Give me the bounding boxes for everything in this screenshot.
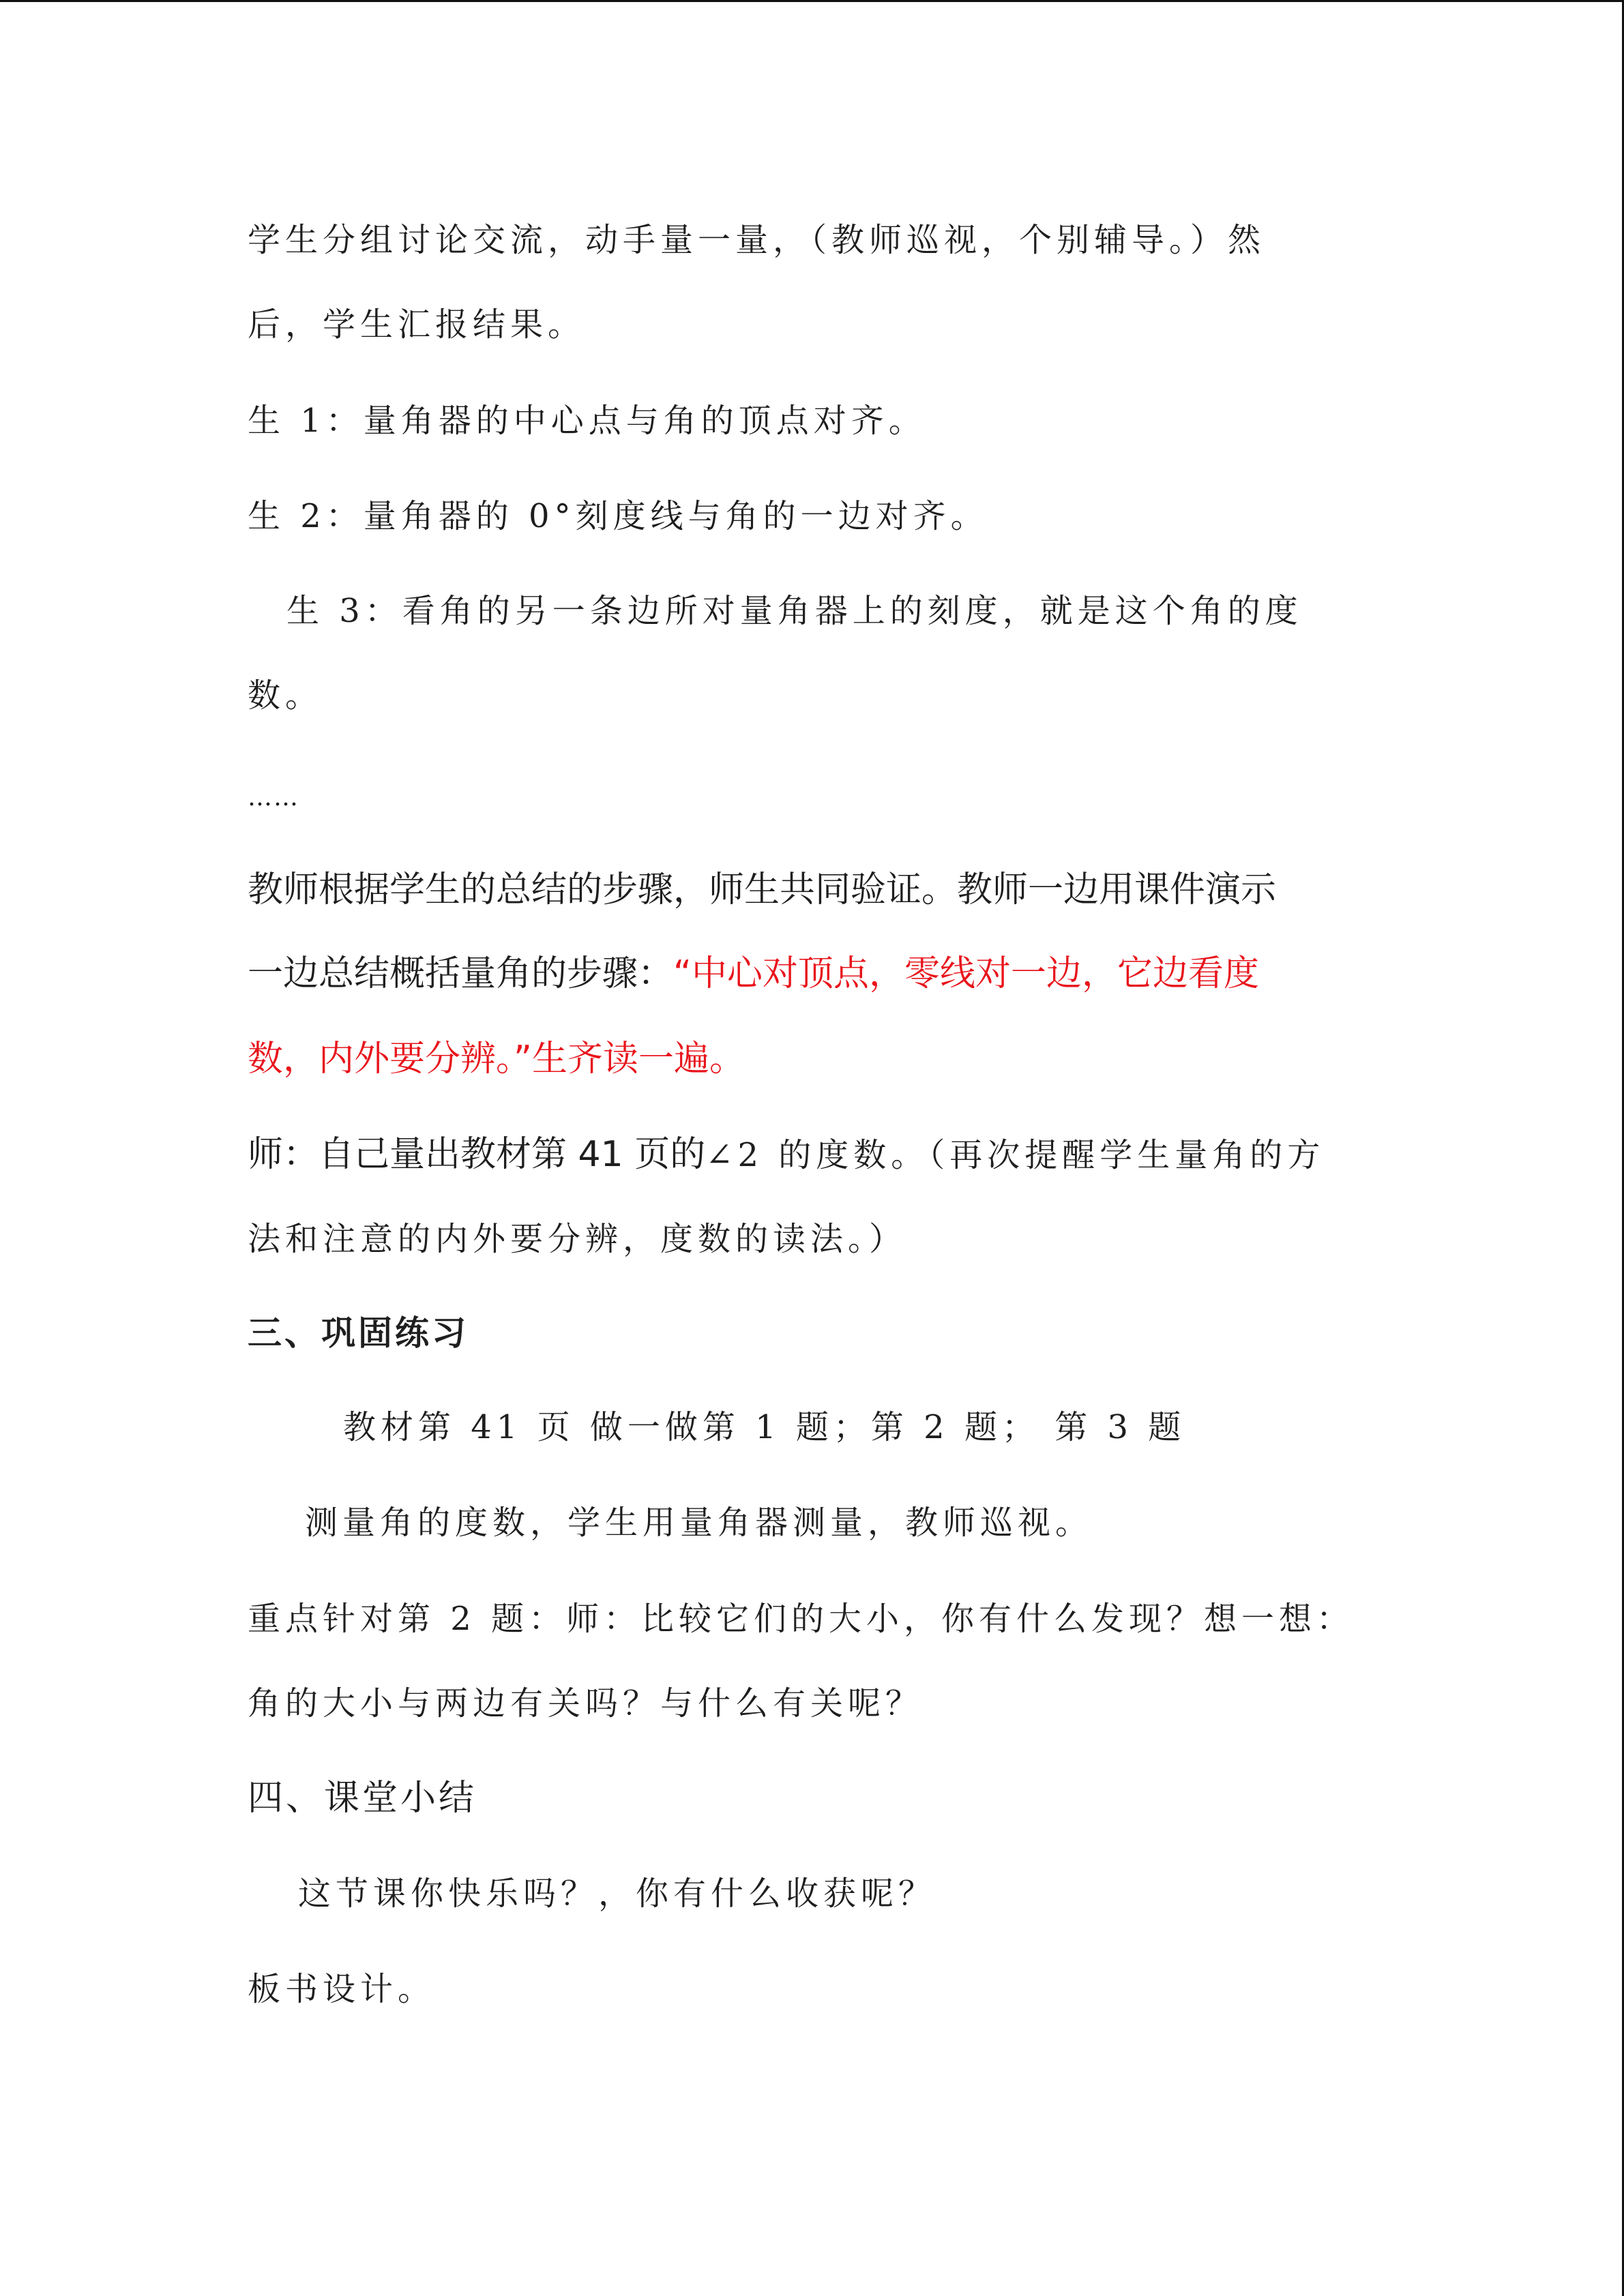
mnemonic-quote-part-2: 数，内外要分辨。”生齐读一遍。 [248, 1039, 745, 1079]
paragraph-verify-line-1: 教师根据学生的总结的步骤，师生共同验证。教师一边用课件演示 [248, 869, 1277, 910]
mnemonic-quote-part-1: “中心对顶点，零线对一边，它边看度 [673, 953, 1259, 994]
student-2-answer: 生 2：量角器的 0°刻度线与角的一边对齐。 [248, 497, 988, 535]
teacher-instruction-suffix: ∠2 的度数。（再次提醒学生量角的方 [705, 1136, 1325, 1174]
paragraph-verify-line-2 [248, 953, 1259, 994]
ellipsis: …… [248, 784, 299, 811]
section-heading-summary: 四、课堂小结 [248, 1778, 477, 1819]
board-design-note: 板书设计。 [248, 1970, 436, 2008]
student-1-answer: 生 1：量角器的中心点与角的顶点对齐。 [248, 402, 926, 440]
section-heading-practice: 三、巩固练习 [248, 1313, 469, 1353]
exercise-reference: 教材第 41 页 做一做第 1 题；第 2 题； 第 3 题 [343, 1408, 1186, 1446]
paragraph-group-discussion-line-2: 后，学生汇报结果。 [248, 305, 586, 344]
focus-question-line-2: 角的大小与两边有关吗？与什么有关呢？ [248, 1684, 924, 1723]
student-3-answer-line-2: 数。 [248, 676, 323, 715]
exercise-description: 测量角的度数，学生用量角器测量，教师巡视。 [305, 1504, 1093, 1542]
verify-steps-intro: 一边总结概括量角的步骤： [248, 953, 674, 994]
teacher-instruction-line-2: 法和注意的内外要分辨，度数的读法。） [248, 1220, 907, 1258]
summary-question: 这节课你快乐吗？，你有什么收获呢？ [298, 1875, 936, 1913]
teacher-instruction-prefix: 师：自己量出教材第 41 页的 [248, 1134, 706, 1175]
student-3-answer-line-1: 生 3：看角的另一条边所对量角器上的刻度，就是这个角的度 [286, 592, 1303, 630]
teacher-instruction-line-1 [248, 1134, 1325, 1176]
focus-question-line-1: 重点针对第 2 题：师：比较它们的大小，你有什么发现？想一想： [248, 1600, 1355, 1638]
paragraph-group-discussion-line-1: 学生分组讨论交流，动手量一量，（教师巡视，个别辅导。）然 [248, 221, 1266, 259]
